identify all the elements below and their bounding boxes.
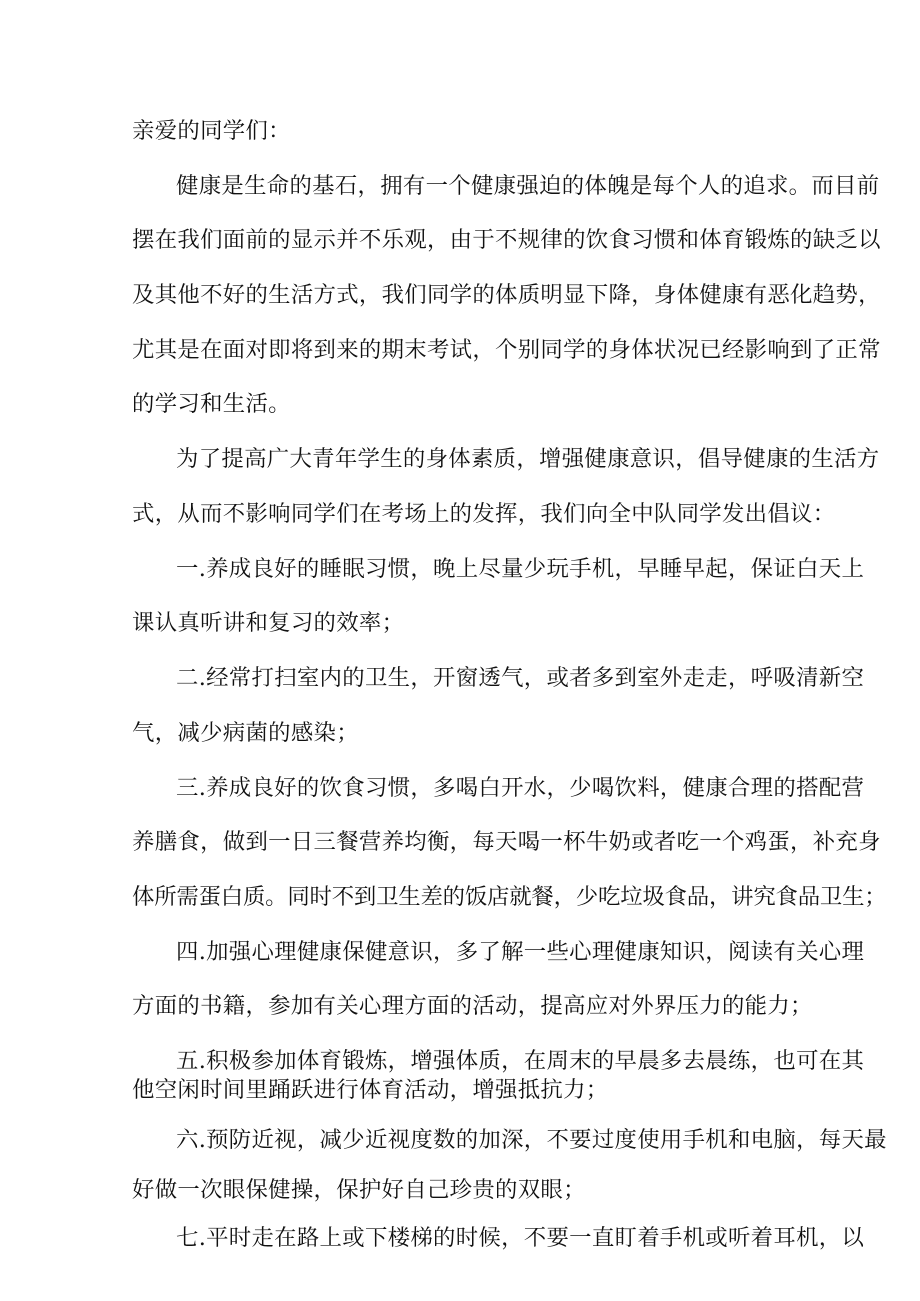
paragraph-line: 健康是生命的基石，拥有一个健康强迫的体魄是每个人的追求。而目前 (176, 173, 880, 199)
paragraph-line: 为了提高广大青年学生的身体素质，增强健康意识，倡导健康的生活方 (176, 446, 880, 472)
paragraph-line: 体所需蛋白质。同时不到卫生差的饭店就餐，少吃垃圾食品，讲究食品卫生； (132, 884, 887, 910)
paragraph-line: 的学习和生活。 (132, 391, 291, 417)
paragraph-line: 式，从而不影响同学们在考场上的发挥，我们向全中队同学发出倡议： (132, 501, 836, 527)
paragraph-line: 二.经常打扫室内的卫生，开窗透气，或者多到室外走走，呼吸清新空 (176, 665, 865, 691)
paragraph-line: 及其他不好的生活方式，我们同学的体质明显下降，身体健康有恶化趋势， (132, 282, 881, 308)
paragraph-line: 课认真听讲和复习的效率； (132, 610, 405, 636)
salutation: 亲爱的同学们： (132, 118, 291, 144)
paragraph-line: 尤其是在面对即将到来的期末考试，个别同学的身体状况已经影响到了正常 (132, 337, 881, 363)
paragraph-line: 好做一次眼保健操，保护好自己珍贵的双眼； (132, 1177, 586, 1203)
paragraph-line: 四.加强心理健康保健意识，多了解一些心理健康知识，阅读有关心理 (176, 939, 865, 965)
paragraph-line: 他空闲时间里踊跃进行体育活动，增强抵抗力； (132, 1077, 609, 1103)
paragraph-line: 摆在我们面前的显示并不乐观，由于不规律的饮食习惯和体育锻炼的缺乏以 (132, 227, 881, 253)
paragraph-line: 养膳食，做到一日三餐营养均衡，每天喝一杯牛奶或者吃一个鸡蛋，补充身 (132, 829, 881, 855)
paragraph-line: 七.平时走在路上或下楼梯的时候，不要一直盯着手机或听着耳机，以 (176, 1225, 865, 1251)
paragraph-line: 三.养成良好的饮食习惯，多喝白开水，少喝饮料，健康合理的搭配营 (176, 775, 865, 801)
paragraph-line: 方面的书籍，参加有关心理方面的活动，提高应对外界压力的能力； (132, 993, 813, 1019)
paragraph-line: 气，减少病菌的感染； (132, 720, 359, 746)
paragraph-line: 五.积极参加体育锻炼，增强体质，在周末的早晨多去晨练，也可在其 (176, 1048, 865, 1074)
paragraph-line: 六.预防近视，减少近视度数的加深，不要过度使用手机和电脑，每天最 (176, 1127, 887, 1153)
paragraph-line: 一.养成良好的睡眠习惯，晚上尽量少玩手机，早睡早起，保证白天上 (176, 556, 865, 582)
